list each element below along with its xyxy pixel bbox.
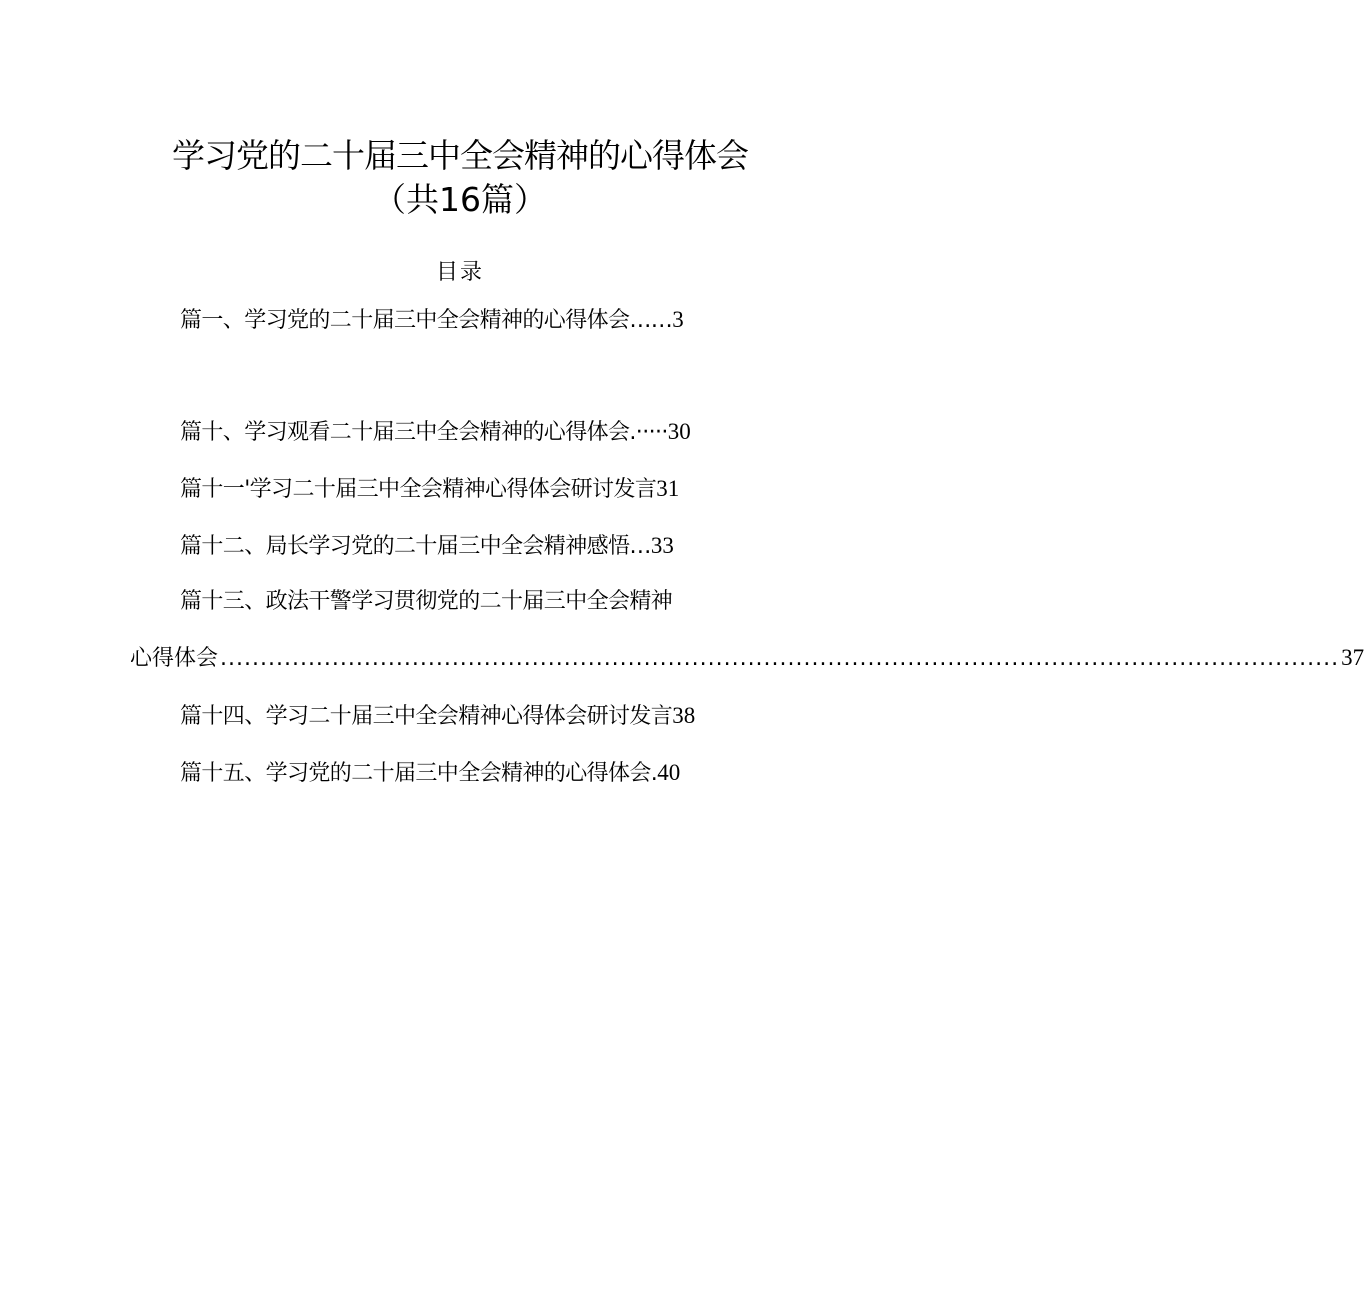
toc-entry-1[interactable] xyxy=(180,305,684,336)
toc-entry-page: 37 xyxy=(1341,645,1364,670)
toc-entry-15[interactable] xyxy=(180,758,680,789)
toc-entry-page: 31 xyxy=(656,476,680,501)
toc-entry-page: 33 xyxy=(650,533,674,558)
toc-entry-page: 30 xyxy=(667,419,691,444)
dot-leader: ............................................................................................................................................ xyxy=(220,646,1340,671)
toc-entry-text: 篇十五、学习党的二十届三中全会精神的心得体会. xyxy=(180,761,658,786)
toc-entry-10[interactable] xyxy=(180,417,691,448)
toc-entry-13-continuation[interactable] xyxy=(130,643,1364,674)
toc-entry-text: 篇十四、学习二十届三中全会精神心得体会研讨发言 xyxy=(180,704,673,729)
toc-entry-13[interactable] xyxy=(180,587,672,617)
toc-entry-text: 篇十三、政法干警学习贯彻党的二十届三中全会精神 xyxy=(180,589,673,614)
toc-entry-page: 40 xyxy=(657,760,681,785)
toc-entry-11[interactable] xyxy=(180,474,679,505)
toc-entry-page: 3 xyxy=(672,307,684,332)
toc-entry-text: 篇一、学习党的二十届三中全会精神的心得体会…… xyxy=(180,308,673,333)
document-subtitle: （共16篇） xyxy=(373,180,547,219)
toc-entry-text: 篇十、学习观看二十届三中全会精神的心得体会.····· xyxy=(180,420,668,445)
toc-entry-text: 篇十二、局长学习党的二十届三中全会精神感悟… xyxy=(180,534,651,559)
toc-entry-12[interactable] xyxy=(180,531,674,562)
document-title: 学习党的二十届三中全会精神的心得体会 xyxy=(172,136,748,175)
toc-entry-text: 心得体会 xyxy=(130,646,219,671)
toc-heading: 目录 xyxy=(435,260,484,285)
toc-entry-text: 篇十一'学习二十届三中全会精神心得体会研讨发言 xyxy=(180,477,657,502)
toc-entry-page: 38 xyxy=(672,703,696,728)
toc-entry-14[interactable] xyxy=(180,701,695,732)
